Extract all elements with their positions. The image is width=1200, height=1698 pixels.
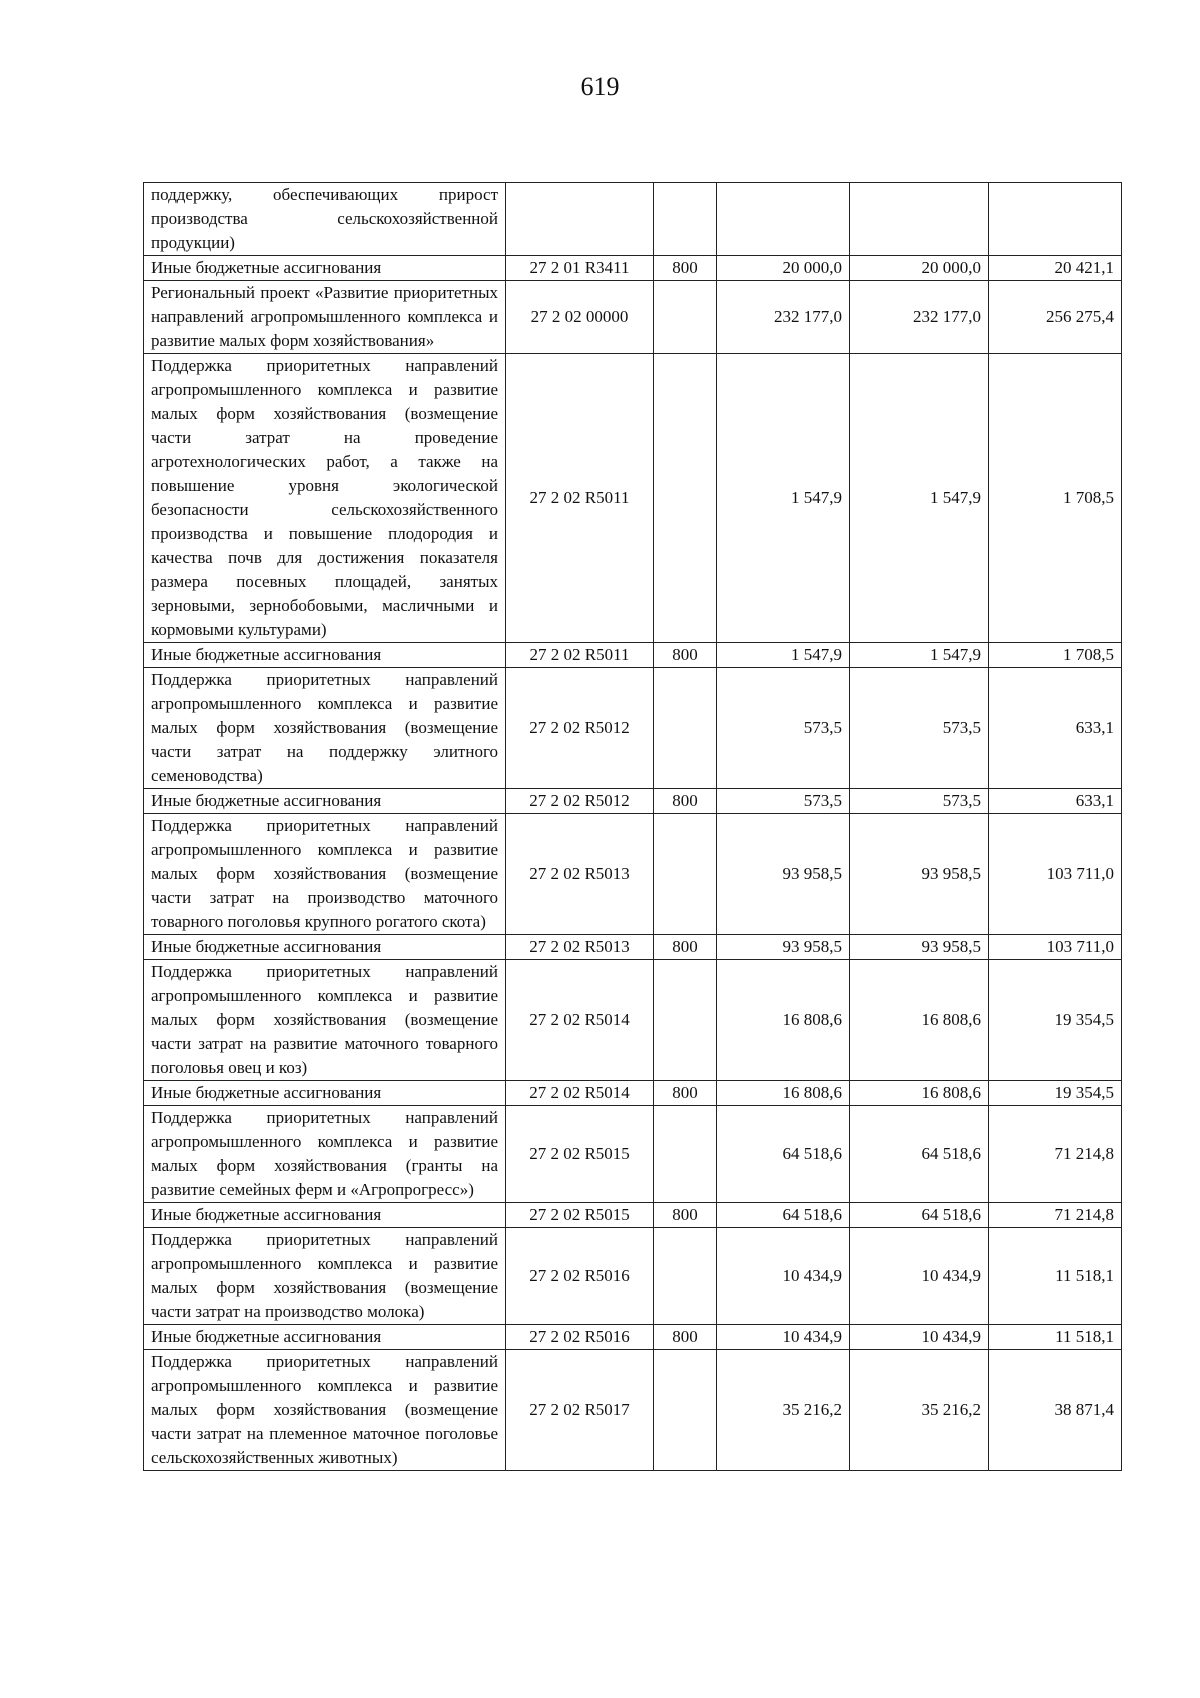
amount-year3-cell: 19 354,5 xyxy=(989,960,1122,1081)
expense-type-cell xyxy=(654,814,717,935)
amount-year3-cell: 38 871,4 xyxy=(989,1350,1122,1471)
amount-year2-cell xyxy=(850,183,989,256)
amount-year2-cell: 10 434,9 xyxy=(850,1228,989,1325)
target-code-cell: 27 2 02 R5013 xyxy=(506,935,654,960)
amount-year3-cell: 20 421,1 xyxy=(989,256,1122,281)
target-code-cell: 27 2 02 R5011 xyxy=(506,354,654,643)
row-name-cell: поддержку, обеспечивающих прирост производства сельскохозяйственной продукции) xyxy=(144,183,506,256)
expense-type-cell xyxy=(654,354,717,643)
budget-table xyxy=(143,182,1122,1471)
target-code-cell: 27 2 02 R5011 xyxy=(506,643,654,668)
expense-type-cell: 800 xyxy=(654,935,717,960)
target-code-cell: 27 2 02 R5014 xyxy=(506,960,654,1081)
amount-year3-cell: 71 214,8 xyxy=(989,1106,1122,1203)
amount-year1-cell: 20 000,0 xyxy=(717,256,850,281)
amount-year2-cell: 232 177,0 xyxy=(850,281,989,354)
target-code-cell: 27 2 02 00000 xyxy=(506,281,654,354)
expense-type-cell: 800 xyxy=(654,256,717,281)
target-code-cell: 27 2 02 R5016 xyxy=(506,1325,654,1350)
table-row xyxy=(144,1228,1122,1325)
table-row xyxy=(144,960,1122,1081)
expense-type-cell xyxy=(654,1106,717,1203)
expense-type-cell: 800 xyxy=(654,789,717,814)
amount-year3-cell: 1 708,5 xyxy=(989,643,1122,668)
amount-year3-cell: 71 214,8 xyxy=(989,1203,1122,1228)
amount-year3-cell: 633,1 xyxy=(989,668,1122,789)
amount-year1-cell: 93 958,5 xyxy=(717,814,850,935)
expense-type-cell: 800 xyxy=(654,1081,717,1106)
expense-type-cell xyxy=(654,183,717,256)
amount-year2-cell: 10 434,9 xyxy=(850,1325,989,1350)
amount-year1-cell: 16 808,6 xyxy=(717,1081,850,1106)
table-row xyxy=(144,183,1122,256)
amount-year3-cell: 1 708,5 xyxy=(989,354,1122,643)
amount-year3-cell: 256 275,4 xyxy=(989,281,1122,354)
amount-year3-cell: 103 711,0 xyxy=(989,935,1122,960)
row-name-cell: Региональный проект «Развитие приоритетных направлений агропромышленного комплекса и развитие малых форм хозяйствования» xyxy=(144,281,506,354)
amount-year1-cell: 1 547,9 xyxy=(717,643,850,668)
row-name-cell: Поддержка приоритетных направлений агропромышленного комплекса и развитие малых форм хозяйствования (гранты на развитие семейных ферм и «Агропрогресс») xyxy=(144,1106,506,1203)
row-name-cell: Поддержка приоритетных направлений агропромышленного комплекса и развитие малых форм хозяйствования (возмещение части затрат на племенное маточное поголовье сельскохозяйственных животных) xyxy=(144,1350,506,1471)
amount-year3-cell: 11 518,1 xyxy=(989,1325,1122,1350)
amount-year2-cell: 573,5 xyxy=(850,789,989,814)
target-code-cell: 27 2 02 R5016 xyxy=(506,1228,654,1325)
target-code-cell: 27 2 02 R5017 xyxy=(506,1350,654,1471)
table-row xyxy=(144,814,1122,935)
table-row xyxy=(144,1325,1122,1350)
amount-year2-cell: 64 518,6 xyxy=(850,1106,989,1203)
target-code-cell: 27 2 01 R3411 xyxy=(506,256,654,281)
amount-year3-cell: 633,1 xyxy=(989,789,1122,814)
amount-year2-cell: 1 547,9 xyxy=(850,643,989,668)
table-row xyxy=(144,643,1122,668)
target-code-cell: 27 2 02 R5014 xyxy=(506,1081,654,1106)
row-name-cell: Поддержка приоритетных направлений агропромышленного комплекса и развитие малых форм хозяйствования (возмещение части затрат на проведение агротехнологических работ, а также на повышение уровня экологической безопасности сельскохозяйственного производства и повышение плодородия и качества почв для достижения показателя размера посевных площадей, занятых зерновыми, зернобобовыми, масличными и кормовыми культурами) xyxy=(144,354,506,643)
amount-year1-cell: 93 958,5 xyxy=(717,935,850,960)
amount-year1-cell: 10 434,9 xyxy=(717,1325,850,1350)
row-name-cell: Иные бюджетные ассигнования xyxy=(144,1081,506,1106)
row-name-cell: Поддержка приоритетных направлений агропромышленного комплекса и развитие малых форм хозяйствования (возмещение части затрат на развитие маточного товарного поголовья овец и коз) xyxy=(144,960,506,1081)
target-code-cell: 27 2 02 R5015 xyxy=(506,1106,654,1203)
amount-year1-cell: 1 547,9 xyxy=(717,354,850,643)
expense-type-cell xyxy=(654,1228,717,1325)
amount-year1-cell: 573,5 xyxy=(717,789,850,814)
amount-year2-cell: 20 000,0 xyxy=(850,256,989,281)
amount-year2-cell: 1 547,9 xyxy=(850,354,989,643)
amount-year1-cell: 10 434,9 xyxy=(717,1228,850,1325)
amount-year1-cell: 35 216,2 xyxy=(717,1350,850,1471)
amount-year1-cell: 64 518,6 xyxy=(717,1106,850,1203)
row-name-cell: Иные бюджетные ассигнования xyxy=(144,935,506,960)
amount-year1-cell: 232 177,0 xyxy=(717,281,850,354)
amount-year2-cell: 93 958,5 xyxy=(850,935,989,960)
table-row xyxy=(144,1081,1122,1106)
target-code-cell: 27 2 02 R5012 xyxy=(506,789,654,814)
table-row xyxy=(144,1350,1122,1471)
expense-type-cell xyxy=(654,1350,717,1471)
row-name-cell: Иные бюджетные ассигнования xyxy=(144,1203,506,1228)
table-row xyxy=(144,668,1122,789)
expense-type-cell: 800 xyxy=(654,1325,717,1350)
amount-year2-cell: 573,5 xyxy=(850,668,989,789)
target-code-cell: 27 2 02 R5015 xyxy=(506,1203,654,1228)
row-name-cell: Иные бюджетные ассигнования xyxy=(144,256,506,281)
target-code-cell: 27 2 02 R5013 xyxy=(506,814,654,935)
table-row xyxy=(144,256,1122,281)
table-row xyxy=(144,789,1122,814)
amount-year3-cell: 11 518,1 xyxy=(989,1228,1122,1325)
amount-year3-cell: 19 354,5 xyxy=(989,1081,1122,1106)
target-code-cell: 27 2 02 R5012 xyxy=(506,668,654,789)
amount-year3-cell: 103 711,0 xyxy=(989,814,1122,935)
row-name-cell: Поддержка приоритетных направлений агропромышленного комплекса и развитие малых форм хозяйствования (возмещение части затрат на производство маточного товарного поголовья крупного рогатого скота) xyxy=(144,814,506,935)
amount-year1-cell xyxy=(717,183,850,256)
table-row xyxy=(144,935,1122,960)
target-code-cell xyxy=(506,183,654,256)
expense-type-cell xyxy=(654,281,717,354)
amount-year2-cell: 35 216,2 xyxy=(850,1350,989,1471)
row-name-cell: Иные бюджетные ассигнования xyxy=(144,1325,506,1350)
expense-type-cell: 800 xyxy=(654,643,717,668)
row-name-cell: Иные бюджетные ассигнования xyxy=(144,643,506,668)
amount-year1-cell: 64 518,6 xyxy=(717,1203,850,1228)
expense-type-cell xyxy=(654,960,717,1081)
table-row xyxy=(144,1203,1122,1228)
amount-year2-cell: 16 808,6 xyxy=(850,1081,989,1106)
amount-year2-cell: 93 958,5 xyxy=(850,814,989,935)
amount-year1-cell: 16 808,6 xyxy=(717,960,850,1081)
row-name-cell: Иные бюджетные ассигнования xyxy=(144,789,506,814)
row-name-cell: Поддержка приоритетных направлений агропромышленного комплекса и развитие малых форм хозяйствования (возмещение части затрат на поддержку элитного семеноводства) xyxy=(144,668,506,789)
amount-year2-cell: 16 808,6 xyxy=(850,960,989,1081)
table-row xyxy=(144,1106,1122,1203)
page-number: 619 xyxy=(580,72,620,101)
table-row xyxy=(144,281,1122,354)
row-name-cell: Поддержка приоритетных направлений агропромышленного комплекса и развитие малых форм хозяйствования (возмещение части затрат на производство молока) xyxy=(144,1228,506,1325)
amount-year1-cell: 573,5 xyxy=(717,668,850,789)
expense-type-cell: 800 xyxy=(654,1203,717,1228)
amount-year3-cell xyxy=(989,183,1122,256)
amount-year2-cell: 64 518,6 xyxy=(850,1203,989,1228)
expense-type-cell xyxy=(654,668,717,789)
table-row xyxy=(144,354,1122,643)
